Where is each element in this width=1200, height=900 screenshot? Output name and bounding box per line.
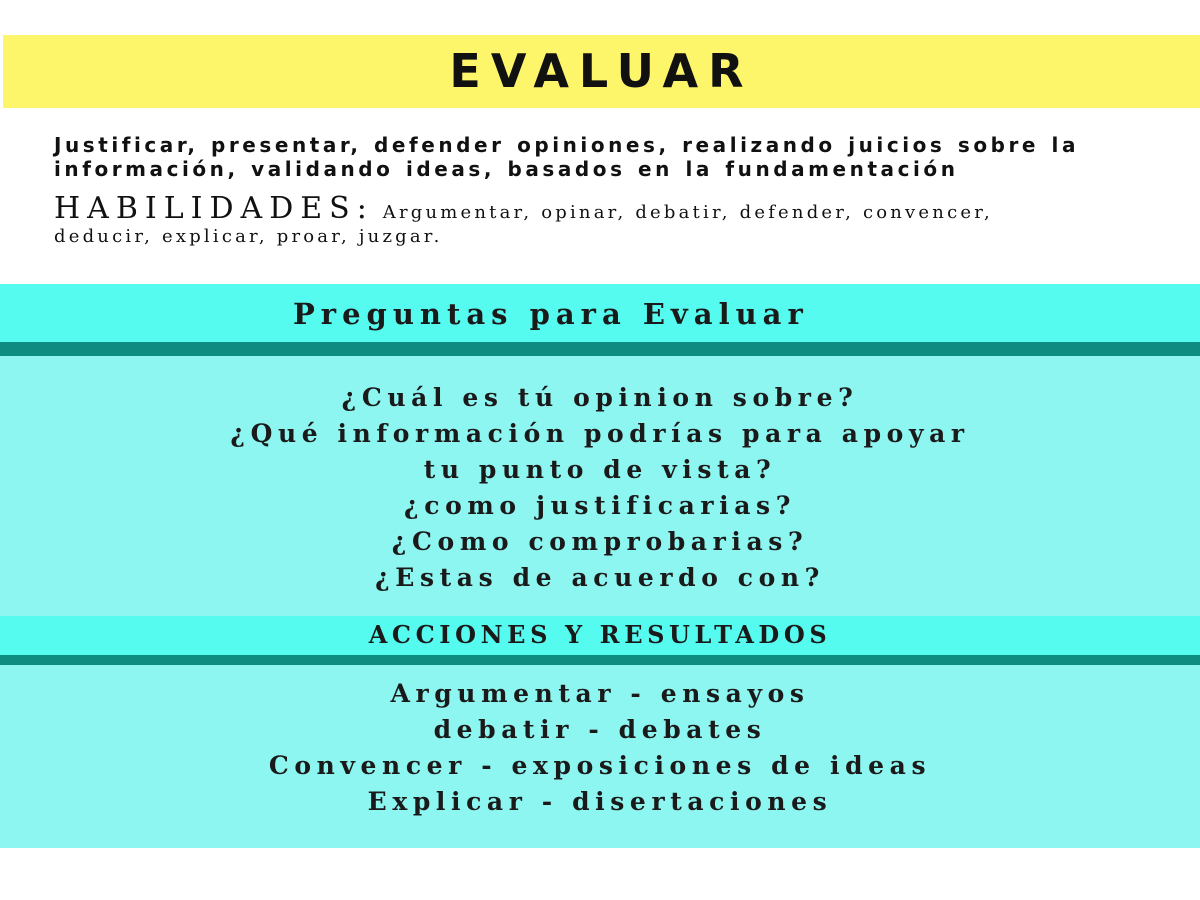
skills-list-1: Argumentar, opinar, debatir, defender, convencer, (373, 202, 993, 223)
question-item: ¿Cuál es tú opinion sobre? (341, 383, 859, 412)
definition-line-1: Justificar, presentar, defender opiniones, realizando juicios sobre la (54, 133, 1079, 157)
actions-list (0, 676, 1200, 820)
action-item: Explicar - disertaciones (367, 787, 833, 816)
skills-label: HABILIDADES: (54, 191, 374, 226)
question-item: ¿Qué información podrías para apoyar (230, 419, 970, 448)
action-item: Argumentar - ensayos (390, 679, 810, 708)
skills-text (54, 191, 1174, 249)
action-item: debatir - debates (433, 715, 767, 744)
title-band (3, 35, 1200, 108)
questions-divider (0, 342, 1200, 356)
question-item: ¿Estas de acuerdo con? (375, 563, 825, 592)
definition-text (54, 133, 1174, 181)
actions-divider (0, 655, 1200, 665)
question-item: tu punto de vista? (423, 455, 777, 484)
skills-list-2: deducir, explicar, proar, juzgar. (54, 226, 443, 247)
question-item: ¿como justificarias? (404, 491, 796, 520)
page-title: EVALUAR (449, 44, 754, 98)
actions-heading: ACCIONES Y RESULTADOS (368, 620, 832, 649)
action-item: Convencer - exposiciones de ideas (268, 751, 932, 780)
definition-line-2: información, validando ideas, basados en la fundamentación (54, 157, 959, 181)
question-item: ¿Como comprobarias? (391, 527, 809, 556)
questions-list (0, 380, 1200, 596)
skills-line-1 (54, 191, 1174, 226)
questions-heading: Preguntas para Evaluar (293, 297, 809, 331)
